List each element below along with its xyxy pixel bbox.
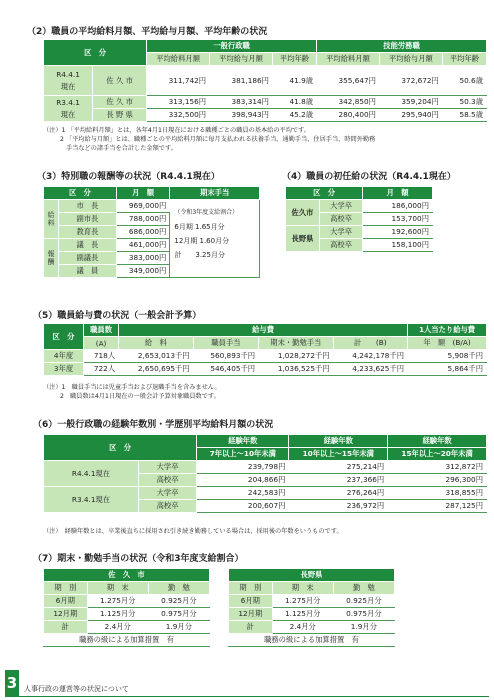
- s2-note: （注）1 「平均給料月額」とは、各年4月1日現在における職種ごとの職員の基本給の平均です。: [43, 127, 310, 134]
- s6-cell: 200,607円: [197, 500, 289, 513]
- s4-val: 186,000円: [363, 200, 433, 213]
- s2-grp1: 一般行政職: [147, 40, 317, 53]
- s2-cell: 45.2歳: [272, 109, 316, 122]
- s5-cell: 560,893千円: [193, 350, 259, 363]
- s7-cell: 1.9月分: [333, 621, 394, 634]
- s2-period: R3.4.1 現在: [44, 96, 93, 122]
- s3-val: 461,000円: [116, 239, 170, 252]
- s6-kubun: 区 分: [44, 435, 197, 461]
- s5-table: [43, 323, 487, 376]
- s5-cell: 4,233,625千円: [333, 363, 407, 376]
- s6-period: R3.4.1現在: [44, 487, 139, 513]
- s5-cell: 718人: [84, 350, 119, 363]
- s5-per: 1人当たり給与費: [408, 324, 487, 337]
- s3-bonus-line: 12月期 1.60月分: [174, 237, 230, 245]
- s3-val: 383,000円: [116, 252, 170, 265]
- s2-city: 佐 久 市: [93, 96, 147, 109]
- s7-cell: 0.925月分: [333, 595, 394, 608]
- s3-g2: 報酬: [44, 239, 59, 278]
- s6-cell: 275,214円: [289, 461, 388, 474]
- s4-nagano: 長野県: [286, 226, 320, 252]
- s7-cell: 1.9月分: [148, 621, 209, 634]
- s6-edu: 高校卒: [139, 474, 197, 487]
- s7-period: 計: [229, 621, 273, 634]
- s3-name: 副市長: [59, 213, 117, 226]
- s6-head: 経験年数: [197, 435, 289, 448]
- s2-cell: 359,204円: [379, 96, 442, 109]
- s2-cell: 311,742円: [147, 66, 210, 96]
- s5-cell: 1,028,272千円: [259, 350, 333, 363]
- s5-col: 計 (B): [333, 337, 407, 350]
- s2-note: 2 「平均給与月額」とは、職種ごとの平均給料月額に毎月支払われる扶養手当、通勤手当、住居手当、時間外勤務: [60, 136, 376, 143]
- s2-cell: 58.5歳: [442, 109, 486, 122]
- s5-note: （注）1 職員手当には児童手当および退職手当を含みません。: [43, 384, 221, 391]
- s5-cell: 2,650,695千円: [119, 363, 193, 376]
- s2-note: 手当などの諸手当を合計した金額です。: [66, 145, 177, 152]
- s6-head: 経験年数: [289, 435, 388, 448]
- s7-head: 期 末: [87, 582, 148, 595]
- s6-cell: 318,855円: [388, 487, 487, 500]
- s3-g1: 給料: [44, 200, 59, 239]
- s2-cell: 50.6歳: [442, 66, 486, 96]
- s7-cell: 2.4月分: [272, 621, 333, 634]
- s5-col: (A): [84, 337, 119, 350]
- s4-val: 153,700円: [363, 213, 433, 226]
- s3-col1: 月 額: [116, 187, 170, 200]
- s3-kubun: 区 分: [44, 187, 117, 200]
- s7-nagano: 長野県: [229, 569, 395, 582]
- s5-cell: 5,864千円: [408, 363, 487, 376]
- s5-kubun: 区 分: [44, 324, 84, 350]
- s6-cell: 204,866円: [197, 474, 289, 487]
- s4-edu: 高校卒: [320, 213, 363, 226]
- s6-title: （6）一般行政職の経験年数別・学歴別平均給料月額の状況: [33, 420, 274, 430]
- footer-text: 人事行政の運営等の状況について: [24, 685, 129, 693]
- s7-kasan: 職務の級による加算措置 有: [44, 634, 210, 647]
- s4-saku: 佐久市: [286, 200, 320, 226]
- s2-col: 平均給料月額: [317, 53, 380, 66]
- s6-cell: 236,972円: [289, 500, 388, 513]
- s6-cell: 287,125円: [388, 500, 487, 513]
- s2-city: 佐 久 市: [93, 66, 147, 96]
- s6-edu: 大学卒: [139, 487, 197, 500]
- s5-col: 期末・勤勉手当: [259, 337, 333, 350]
- s5-cell: 5,908千円: [408, 350, 487, 363]
- s2-cell: 41.8歳: [272, 96, 316, 109]
- s6-cell: 296,300円: [388, 474, 487, 487]
- s2-cell: 355,647円: [317, 66, 380, 96]
- footer-rule: [5, 696, 489, 697]
- s3-name: 副議長: [59, 252, 117, 265]
- s3-val: 969,000円: [116, 200, 170, 213]
- s7-period: 12月期: [229, 608, 273, 621]
- s7-head: 期 末: [272, 582, 333, 595]
- s5-col: 職員手当: [193, 337, 259, 350]
- s5-col: 年 額 (B/A): [408, 337, 487, 350]
- s7-saku: 佐 久 市: [44, 569, 210, 582]
- s3-val: 349,000円: [116, 265, 170, 278]
- s2-cell: 383,314円: [210, 96, 273, 109]
- s7-period: 6月期: [229, 595, 273, 608]
- s7-period: 計: [44, 621, 88, 634]
- s2-col: 平均給与月額: [210, 53, 273, 66]
- s2-cell: 41.9歳: [272, 66, 316, 96]
- s2-col: 平均年齢: [442, 53, 486, 66]
- s2-cell: 398,943円: [210, 109, 273, 122]
- page-number: 3: [5, 670, 19, 696]
- s6-cell: 312,872円: [388, 461, 487, 474]
- s2-grp2: 技能労務職: [317, 40, 487, 53]
- s3-col2: 期末手当: [170, 187, 260, 200]
- s5-cell: 2,653,013千円: [119, 350, 193, 363]
- s7-cell: 0.975月分: [148, 608, 209, 621]
- s4-val: 192,600円: [363, 226, 433, 239]
- s6-cell: 242,583円: [197, 487, 289, 500]
- s7-nagano-table: [228, 568, 395, 647]
- s7-head: 期 別: [229, 582, 273, 595]
- s5-year: 3年度: [44, 363, 84, 376]
- s2-cell: 372,672円: [379, 66, 442, 96]
- s5-staff: 職員数: [84, 324, 119, 337]
- s7-cell: 1.125月分: [87, 608, 148, 621]
- s4-edu: 大学卒: [320, 200, 363, 213]
- s2-cell: 381,186円: [210, 66, 273, 96]
- s4-col: 月 額: [363, 187, 433, 200]
- s7-head: 勤 勉: [333, 582, 394, 595]
- s6-cell: 237,366円: [289, 474, 388, 487]
- s2-cell: 313,156円: [147, 96, 210, 109]
- s2-title: （2）職員の平均給料月額、平均給与月額、平均年齢の状況: [27, 27, 268, 37]
- s7-head: 期 別: [44, 582, 88, 595]
- s2-period: R4.4.1 現在: [44, 66, 93, 96]
- s2-cell: 280,400円: [317, 109, 380, 122]
- s6-head: 10年以上～15年未満: [289, 448, 388, 461]
- s7-kasan: 職務の級による加算措置 有: [229, 634, 395, 647]
- s6-period: R4.4.1現在: [44, 461, 139, 487]
- s4-table: [285, 186, 433, 252]
- s2-col: 平均給与月額: [379, 53, 442, 66]
- s7-period: 6月期: [44, 595, 88, 608]
- s7-cell: 2.4月分: [87, 621, 148, 634]
- s3-bonus-line: 6月期 1.65月分: [174, 223, 225, 231]
- s3-bonus: [170, 200, 260, 278]
- s3-val: 686,000円: [116, 226, 170, 239]
- s5-year: 4年度: [44, 350, 84, 363]
- s7-cell: 0.975月分: [333, 608, 394, 621]
- s3-bonus-line: 計 3.25月分: [174, 251, 225, 259]
- s7-head: 勤 勉: [148, 582, 209, 595]
- s5-cell: 1,036,525千円: [259, 363, 333, 376]
- s7-cell: 1.125月分: [272, 608, 333, 621]
- s5-note: 2 職員数は4月1日現在の一般会計予算対象職員数です。: [60, 393, 220, 400]
- s2-cell: 295,940円: [379, 109, 442, 122]
- s5-cell: 4,242,178千円: [333, 350, 407, 363]
- s7-saku-table: [43, 568, 210, 647]
- s7-cell: 0.925月分: [148, 595, 209, 608]
- s2-col: 平均年齢: [272, 53, 316, 66]
- s2-cell: 342,850円: [317, 96, 380, 109]
- s4-title: （4）職員の初任給の状況（R4.4.1現在）: [282, 172, 456, 182]
- s6-cell: 239,798円: [197, 461, 289, 474]
- s3-name: 議 員: [59, 265, 117, 278]
- s6-cell: 276,264円: [289, 487, 388, 500]
- s7-period: 12月期: [44, 608, 88, 621]
- s2-cell: 50.3歳: [442, 96, 486, 109]
- s7-title: （7）期末・勤勉手当の状況（令和3年度支給割合）: [33, 554, 244, 564]
- s2-table: [43, 39, 487, 122]
- s3-name: 議 長: [59, 239, 117, 252]
- s5-title: （5）職員給与費の状況（一般会計予算）: [33, 311, 202, 321]
- s6-note: （注） 経験年数とは、卒業後直ちに採用され引き続き勤務している場合は、採用後の年数をいうものです。: [43, 528, 343, 535]
- s6-head: 経験年数: [388, 435, 487, 448]
- s4-edu: 高校卒: [320, 239, 363, 252]
- s2-kubun: 区 分: [44, 40, 147, 66]
- s6-head: 15年以上～20年未満: [388, 448, 487, 461]
- s3-name: 教育長: [59, 226, 117, 239]
- s4-val: 158,100円: [363, 239, 433, 252]
- s3-bonus-note: （令和3年度支給割合）: [174, 209, 239, 216]
- s7-cell: 1.275月分: [272, 595, 333, 608]
- s2-city: 長 野 県: [93, 109, 147, 122]
- s4-edu: 大学卒: [320, 226, 363, 239]
- s3-name: 市 長: [59, 200, 117, 213]
- s3-title: （3）特別職の報酬等の状況（R4.4.1現在）: [37, 172, 220, 182]
- s6-table: [43, 434, 487, 513]
- s3-table: [43, 186, 260, 278]
- s5-cell: 546,405千円: [193, 363, 259, 376]
- s6-edu: 大学卒: [139, 461, 197, 474]
- s7-cell: 1.275月分: [87, 595, 148, 608]
- s4-kubun: 区 分: [286, 187, 363, 200]
- s5-col: 給 料: [119, 337, 193, 350]
- s5-kyuyo: 給与費: [119, 324, 408, 337]
- s3-val: 788,000円: [116, 213, 170, 226]
- s6-head: 7年以上～10年未満: [197, 448, 289, 461]
- s5-cell: 722人: [84, 363, 119, 376]
- s6-edu: 高校卒: [139, 500, 197, 513]
- s2-cell: 332,500円: [147, 109, 210, 122]
- s2-col: 平均給料月額: [147, 53, 210, 66]
